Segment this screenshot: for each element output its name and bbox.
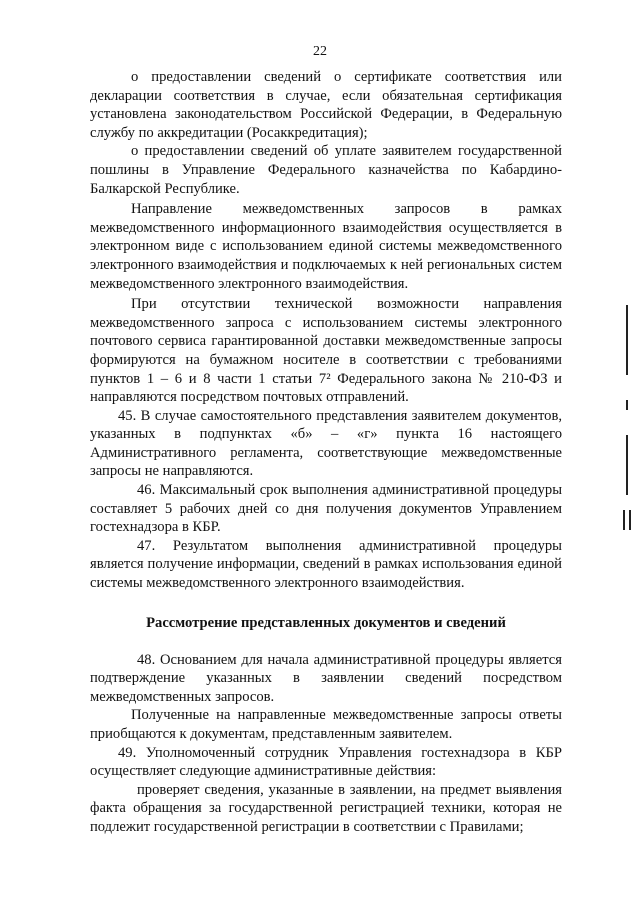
paragraph-paper-requests: При отсутствии технической возможности направления межведомственного запроса с использованием системы электронного почтового сервиса гарантированной доставки межведомственные запросы формируются на бумажном носителе в соответствии с требованиями пунктов 1 – 6 и 8 части 1 статьи 7² Федерального закона № 210-ФЗ и направляются посредством почтовых отправлений. <box>90 296 562 406</box>
scan-mark <box>626 400 628 410</box>
scan-mark <box>623 510 625 530</box>
paragraph-certificate: о предоставлении сведений о сертификате соответствия или декларации соответствия в случае, если обязательная сертификация установлена законодательством Российской Федерации, в Федеральную службу по аккредитации (Росаккредитация); <box>90 69 562 141</box>
page-number: 22 <box>313 44 327 59</box>
scan-mark <box>626 305 628 375</box>
paragraph-45: 45. В случае самостоятельного представления заявителем документов, указанных в подпунктах «б» – «г» пункта 16 настоящего Административного регламента, соответствующие межведомственные запросы не направляются. <box>90 407 562 480</box>
paragraph-responses: Полученные на направленные межведомственные запросы ответы приобщаются к документам, представленным заявителем. <box>90 707 562 742</box>
paragraph-49: 49. Уполномоченный сотрудник Управления гостехнадзора в КБР осуществляет следующие административные действия: <box>90 744 562 780</box>
paragraph-46: 46. Максимальный срок выполнения административной процедуры составляет 5 рабочих дней со дня получения документов Управлением гостехнадзора в КБР. <box>90 482 562 536</box>
paragraph-48: 48. Основанием для начала административной процедуры является подтверждение указанных в заявлении сведений посредством межведомственных запросов. <box>90 651 562 705</box>
paragraph-47: 47. Результатом выполнения административной процедуры является получение информации, сведений в рамках использования единой системы межведомственного электронного взаимодействия. <box>90 537 562 592</box>
document-body <box>90 68 562 837</box>
scan-margin-marks <box>620 305 632 545</box>
paragraph-electronic-requests: Направление межведомственных запросов в рамках межведомственного информационного взаимодействия осуществляется в электронном виде с использованием единой системы межведомственного электронного взаимодействия и подключаемых к ней региональных систем межведомственного электронного взаимодействия. <box>90 201 562 292</box>
scan-mark <box>629 510 631 530</box>
paragraph-verification: проверяет сведения, указанные в заявлении, на предмет выявления факта обращения за государственной регистрацией техники, которая не подлежит государственной регистрации в соответствии с Правилами; <box>90 781 562 835</box>
section-heading: Рассмотрение представленных документов и сведений <box>146 614 506 631</box>
scan-mark <box>626 435 628 495</box>
paragraph-state-fee: о предоставлении сведений об уплате заявителем государственной пошлины в Управление Федерального казначейства по Кабардино-Балкарской Республике. <box>90 143 562 197</box>
